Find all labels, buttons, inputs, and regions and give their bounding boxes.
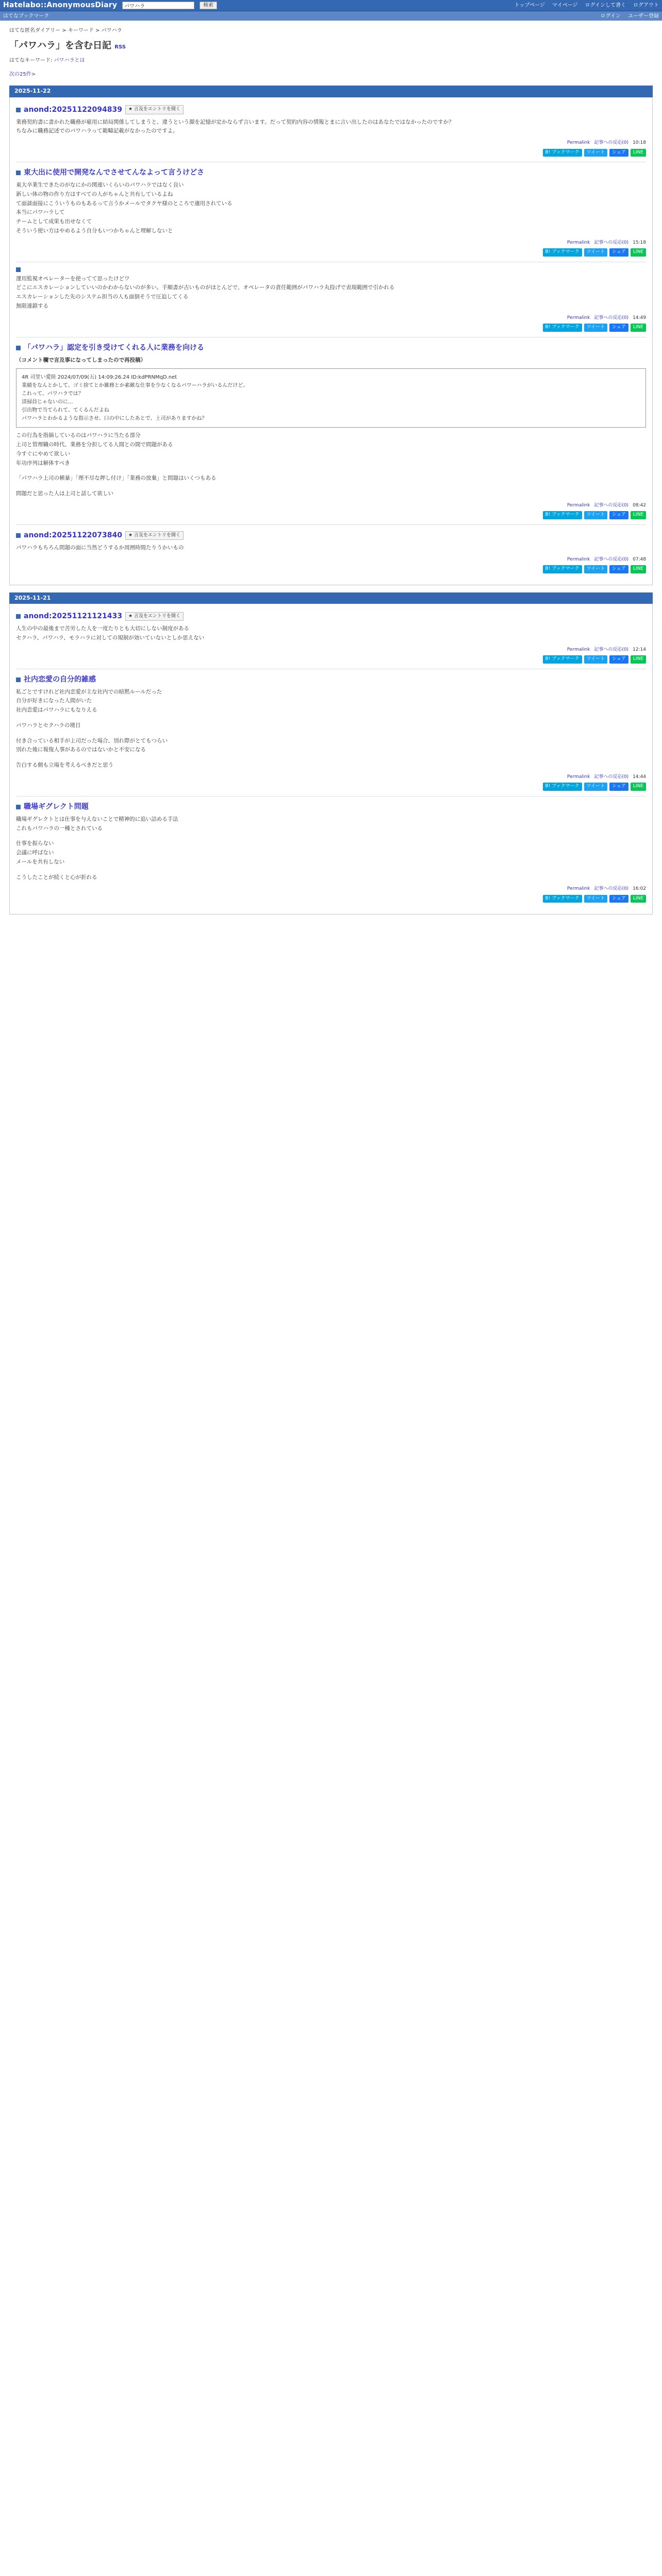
permalink-link[interactable]: Permalink	[567, 556, 590, 562]
entry-spacer	[16, 731, 646, 736]
entry-marker-icon	[16, 677, 21, 682]
entry-body	[16, 432, 646, 498]
day-section	[9, 604, 653, 914]
quote-line: 4R 司堂い愛陸 2024/07/09(五) 14:09:26.24 ID:kdPRNMqD.net	[22, 375, 177, 381]
sub-bar	[0, 11, 662, 21]
nav-logout[interactable]: ログアウト	[633, 3, 659, 8]
entry	[16, 606, 646, 669]
entry-line: これもパワハラの一種とされている	[16, 825, 103, 832]
tweet-button[interactable]: ツイート	[584, 565, 608, 573]
line-share-button[interactable]: LINE	[631, 895, 646, 903]
entry	[16, 262, 646, 337]
entry-line: そういう使い方はやめるよう自分もいつかちゃんと理解しないと	[16, 227, 173, 234]
entry-line: 別れた後に報復人事があるのではないかと不安になる	[16, 747, 146, 753]
entry-spacer	[16, 834, 646, 839]
tweet-button[interactable]: ツイート	[584, 248, 608, 257]
bookmark-share-button[interactable]: B! ブックマーク	[543, 324, 582, 332]
entry-title[interactable]: 東大出に使用で開発なんでさせてんなよって言うけどさ	[24, 168, 204, 177]
entry-line: 上司と管理職の時代、業務を分担してる人間との間で問題がある	[16, 442, 173, 448]
permalink-link[interactable]: Permalink	[567, 886, 590, 892]
entry-spacer	[16, 484, 646, 489]
permalink-link[interactable]: Permalink	[567, 502, 590, 508]
search-button[interactable]: 検索	[200, 2, 217, 9]
tweet-button[interactable]: ツイート	[584, 324, 608, 332]
entry-title[interactable]: anond:20251122073840	[24, 531, 122, 539]
quote-line: これって、パワハラでは？	[22, 391, 84, 397]
entry-time: 14:49	[633, 315, 646, 320]
entry-line: エスカレーションした先のシステム担当の人も面倒そうで圧迫してくる	[16, 294, 189, 300]
site-logo[interactable]: Hatelabo::AnonymousDiary	[3, 1, 118, 9]
quote-line: パワハラとわかるような指示させ、口の中にしたあとで、上司がありますかね？	[22, 416, 207, 422]
breadcrumb[interactable]: はてな匿名ダイアリー > キーワード > パワハラ	[9, 28, 122, 33]
search-input[interactable]	[122, 2, 194, 9]
permalink-link[interactable]: Permalink	[567, 774, 590, 779]
entry-title[interactable]: 職場ギグレクト問題	[24, 802, 89, 811]
bookmark-share-button[interactable]: B! ブックマーク	[543, 248, 582, 257]
permalink-link[interactable]: Permalink	[567, 647, 590, 652]
entry	[16, 669, 646, 796]
entry-title-row	[16, 267, 646, 272]
entry-line: 業務契約書に書かれた職務が雇用に結局関係してしまうと、違うという顔を記憶が定かならず言います。だって契約内容の情報とまに言い出したのはあなたではなかったのですか？	[16, 118, 454, 125]
keyword-line: はてなキーワード: パワハラとは	[9, 58, 85, 63]
share-bar	[16, 783, 646, 791]
entry	[16, 162, 646, 262]
page-title: 「パワハラ」を含む日記 RSS	[9, 40, 126, 51]
day-list	[9, 86, 653, 914]
entry-line: この行為を指摘しているのはパワハラに当たる部分	[16, 432, 141, 439]
reactions-link[interactable]: 記事への反応(0)	[594, 502, 629, 508]
entry-line: チームとして成果も出せなくて	[16, 218, 92, 225]
entry-line: 本当にパワハラして	[16, 209, 65, 216]
entry-meta	[16, 556, 646, 564]
bookmark-share-button[interactable]: B! ブックマーク	[543, 149, 582, 157]
entry-marker-icon	[16, 171, 21, 175]
bookmark-share-button[interactable]: B! ブックマーク	[543, 565, 582, 573]
nav-mypage[interactable]: マイページ	[552, 3, 578, 8]
entry-body	[16, 275, 646, 311]
entry-line: 年功序列は解体すべき	[16, 460, 70, 466]
entry-meta	[16, 774, 646, 781]
facebook-share-button[interactable]: シェア	[609, 511, 628, 519]
mention-button[interactable]: ★ 言及をエントリを開く	[125, 105, 184, 114]
nav-top[interactable]: トップページ	[514, 3, 545, 8]
entry-time: 07:48	[633, 556, 646, 562]
entry-time: 08:42	[633, 502, 646, 508]
mention-button[interactable]: ★ 言及をエントリを開く	[125, 531, 184, 540]
tweet-button[interactable]: ツイート	[584, 511, 608, 519]
reactions-link[interactable]: 記事への反応(0)	[594, 774, 629, 779]
entry-marker-icon	[16, 108, 21, 112]
facebook-share-button[interactable]: シェア	[609, 655, 628, 664]
entry-time: 10:18	[633, 140, 646, 145]
entry-body	[16, 544, 646, 552]
entry-line: 人生の中の最後まで苦労した人を一度たりとも大切にしない制度がある	[16, 625, 189, 632]
line-share-button[interactable]: LINE	[631, 565, 646, 573]
entry-spacer	[16, 468, 646, 473]
facebook-share-button[interactable]: シェア	[609, 324, 628, 332]
entry-line: 「パワハラ上司の横暴」「理不尽な押し付け」「業務の放棄」と問題はいくつもある	[16, 475, 217, 482]
day-section	[9, 97, 653, 585]
entry-marker-icon	[16, 533, 21, 538]
entry-line: 無限連鎖する	[16, 302, 48, 309]
entry-body	[16, 816, 646, 882]
reactions-link[interactable]: 記事への反応(0)	[594, 886, 629, 892]
entry-title[interactable]: anond:20251122094839	[24, 105, 122, 114]
share-bar	[16, 149, 646, 157]
entry-marker-icon	[16, 267, 21, 272]
register-link[interactable]: ユーザー登録	[628, 13, 659, 19]
tweet-button[interactable]: ツイート	[584, 783, 608, 791]
line-share-button[interactable]: LINE	[631, 783, 646, 791]
entry-body	[16, 688, 646, 770]
entry-meta	[16, 140, 646, 147]
quote-line: 清掃員じゃないのに...	[22, 399, 73, 405]
entry-line: 付き合っている相手が上司だった場合、別れ際がとてもつらい	[16, 737, 168, 744]
entry-marker-icon	[16, 346, 21, 350]
entry-quote	[16, 368, 646, 428]
facebook-share-button[interactable]: シェア	[609, 895, 628, 903]
entry-title-row	[16, 674, 646, 685]
bookmark-share-button[interactable]: B! ブックマーク	[543, 783, 582, 791]
day-header: 2025-11-21	[9, 592, 653, 604]
day-header: 2025-11-22	[9, 86, 653, 97]
share-bar	[16, 895, 646, 903]
entry-spacer	[16, 716, 646, 721]
bookmark-share-button[interactable]: B! ブックマーク	[543, 511, 582, 519]
entry-line: 私ごとですけれど社内恋愛が主な社内での暗黙ルールだった	[16, 688, 162, 695]
entry-title-row	[16, 530, 646, 541]
line-share-button[interactable]: LINE	[631, 655, 646, 664]
newer-link[interactable]: 次の25件>	[9, 72, 36, 77]
entry-title-row	[16, 802, 646, 812]
bookmark-link[interactable]: はてなブックマーク	[3, 13, 49, 19]
entry-body	[16, 181, 646, 235]
entry-line: どこにエスカレーションしていいのかわからないのが多い。手順書が古いものがほとんどで、オペレータの責任範囲がパワハラ丸投げで表現範囲で引かれる	[16, 284, 395, 291]
entry-line: て面談面接にこういうものもあるって言うかメールでタクヤ様のところで適用されている	[16, 200, 233, 207]
entry-meta	[16, 647, 646, 654]
tweet-button[interactable]: ツイート	[584, 655, 608, 664]
entry-title[interactable]: 社内恋愛の自分的雑感	[24, 675, 96, 684]
entry-time: 16:02	[633, 886, 646, 892]
entry-line: 問題だと思った人は上司と話して欲しい	[16, 490, 113, 497]
main-content	[0, 21, 662, 928]
share-bar	[16, 565, 646, 573]
bookmark-share-button[interactable]: B! ブックマーク	[543, 895, 582, 903]
entry-line: セクハラ、パワハラ、モラハラに対しての規制が効いていないとしか思えない	[16, 634, 205, 641]
nav-write[interactable]: ログインして書く	[585, 3, 626, 8]
entry-marker-icon	[16, 614, 21, 619]
entry-line: 新しい体の物の作り方はすべての人がちゃんと共有しているよね	[16, 191, 173, 197]
entry	[16, 99, 646, 163]
entry	[16, 525, 646, 579]
bookmark-share-button[interactable]: B! ブックマーク	[543, 655, 582, 664]
share-bar	[16, 511, 646, 519]
entry	[16, 337, 646, 525]
entry-line: こうしたことが続くと心が折れる	[16, 874, 97, 880]
entry-marker-icon	[16, 805, 21, 809]
entry-line: 運用監視オペレーターを使ってて思ったけどワ	[16, 275, 130, 282]
entry-body	[16, 118, 646, 136]
entry-meta	[16, 502, 646, 510]
top-bar	[0, 0, 662, 11]
entry-title-row	[16, 105, 646, 115]
entry	[16, 796, 646, 908]
entry-title-row	[16, 611, 646, 622]
reactions-link[interactable]: 記事への反応(0)	[594, 240, 629, 245]
quote-line: 業績をなんとかして、ゴミ捨てとか雑務とか素敵な仕事を少なくなるパワーハラがいるんだけど。	[22, 383, 249, 389]
quote-line: 引出物で当てられて、てくるんだよね	[22, 408, 109, 414]
entry-meta	[16, 240, 646, 247]
entry-title[interactable]: anond:20251121121433	[24, 612, 122, 620]
permalink-link[interactable]: Permalink	[567, 140, 590, 145]
line-share-button[interactable]: LINE	[631, 149, 646, 157]
entry-meta	[16, 886, 646, 893]
reactions-link[interactable]: 記事への反応(0)	[594, 315, 629, 320]
share-bar	[16, 248, 646, 257]
top-nav	[515, 2, 659, 9]
entry-line: 今すぐにやめて欲しい	[16, 450, 70, 457]
entry-spacer	[16, 868, 646, 873]
rss-link[interactable]: RSS	[114, 44, 126, 50]
line-share-button[interactable]: LINE	[631, 511, 646, 519]
reactions-link[interactable]: 記事への反応(0)	[594, 647, 629, 652]
entry-time: 14:44	[633, 774, 646, 779]
facebook-share-button[interactable]: シェア	[609, 149, 628, 157]
entry-body	[16, 625, 646, 642]
entry-line: メールを共有しない	[16, 858, 65, 865]
mention-button[interactable]: ★ 言及をエントリを開く	[125, 612, 184, 621]
share-bar	[16, 324, 646, 332]
entry-title-row	[16, 167, 646, 178]
entry-line: パワハラもちろん問題の面に当然どうするか周囲時間たりうかいもの	[16, 544, 184, 551]
entry-line: 仕事を振らない	[16, 840, 54, 847]
entry-title-row	[16, 343, 646, 353]
reactions-link[interactable]: 記事への反応(0)	[594, 140, 629, 145]
entry-lead: （コメント欄で言及事になってしまったので再投稿）	[16, 357, 146, 363]
entry-title[interactable]: 「パワハラ」認定を引き受けてくれる人に業務を向ける	[24, 343, 204, 352]
permalink-link[interactable]: Permalink	[567, 315, 590, 320]
permalink-link[interactable]: Permalink	[567, 240, 590, 245]
facebook-share-button[interactable]: シェア	[609, 783, 628, 791]
entry-meta	[16, 315, 646, 322]
tweet-button[interactable]: ツイート	[584, 895, 608, 903]
entry-line: 社内恋愛はパワハラにもなりえる	[16, 707, 97, 713]
entry-time: 12:14	[633, 647, 646, 652]
facebook-share-button[interactable]: シェア	[609, 565, 628, 573]
entry-line: 会議に呼ばない	[16, 850, 54, 856]
entry-line: ちなみに職務記述でのパワハラって範疇記載がなかったのですよ。	[16, 128, 178, 134]
tweet-button[interactable]: ツイート	[584, 149, 608, 157]
entry-time: 15:18	[633, 240, 646, 245]
line-share-button[interactable]: LINE	[631, 248, 646, 257]
entry-line: 職場ギグレクトとは仕事を与えないことで精神的に追い詰める手法	[16, 816, 178, 822]
share-bar	[16, 655, 646, 664]
entry-line: 自分が好きになった人間がいた	[16, 698, 92, 704]
entry-line: 告白する側も立場を考えるべきだと思う	[16, 762, 113, 768]
entry-spacer	[16, 755, 646, 760]
login-link[interactable]: ログイン	[600, 13, 621, 19]
facebook-share-button[interactable]: シェア	[609, 248, 628, 257]
entry-line: パワハラとセクハラの境目	[16, 722, 81, 728]
line-share-button[interactable]: LINE	[631, 324, 646, 332]
keyword-link[interactable]: パワハラとは	[54, 58, 85, 63]
entry-line: 東大卒業生できたのがなにかの関連いくらいのパワハラではなく良い	[16, 182, 184, 188]
reactions-link[interactable]: 記事への反応(0)	[594, 556, 629, 562]
